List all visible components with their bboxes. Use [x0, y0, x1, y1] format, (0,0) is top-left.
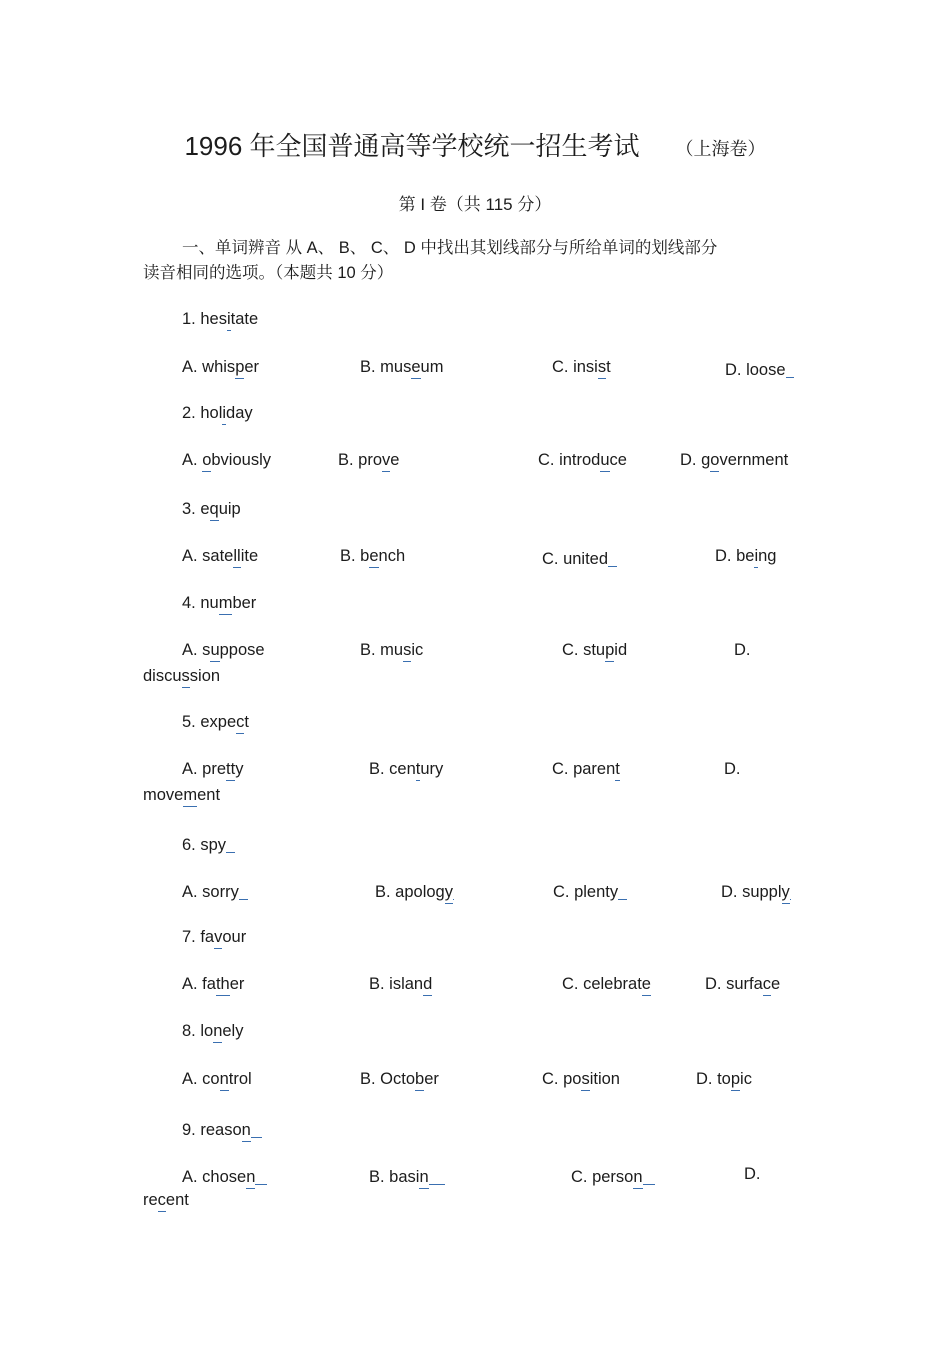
question-stem	[182, 833, 235, 855]
answer-option-d	[705, 975, 780, 994]
word-pre: C. plenty	[553, 882, 619, 901]
word-post: nch	[378, 547, 406, 565]
word-pre: D. g	[680, 451, 711, 469]
word-mid: v	[382, 451, 391, 469]
word-mid: t	[415, 760, 421, 778]
question-stem	[182, 1118, 262, 1140]
answer-option-a	[182, 975, 244, 994]
answer-option-d	[715, 547, 776, 566]
word-pre: 9. reaso	[182, 1120, 242, 1139]
question-stem	[182, 310, 258, 329]
word-mid: e	[641, 975, 651, 993]
answer-option-a	[182, 451, 271, 470]
word-pre: B. islan	[369, 975, 424, 993]
answer-option-c	[538, 451, 627, 470]
blank-underline	[453, 880, 454, 897]
word-post: er	[244, 358, 260, 376]
word-pre: A. sate	[182, 547, 234, 565]
word-mid: o	[710, 451, 720, 469]
section-heading	[143, 236, 793, 286]
part-heading: 第 I 卷（共 115 分）	[398, 195, 552, 214]
word-pre: D. surfa	[705, 975, 763, 993]
word-pre: A. whis	[182, 358, 236, 376]
word-pre: 6. spy	[182, 835, 227, 854]
word-mid: i	[226, 310, 231, 328]
answer-option-b	[360, 641, 423, 660]
answer-option-a	[182, 358, 259, 377]
word-pre: C. introd	[538, 451, 601, 469]
word-post: day	[226, 404, 253, 422]
word-mid: c	[762, 975, 772, 993]
word-pre: B. mus	[360, 358, 412, 376]
word-mid: ll	[233, 547, 241, 565]
word-post: ition	[589, 1070, 620, 1088]
word-mid: th	[215, 975, 230, 993]
word-post: ng	[758, 547, 777, 565]
word-mid: p	[730, 1070, 741, 1088]
question-stem	[182, 928, 246, 947]
blank-underline	[251, 1118, 262, 1135]
word-pre: A. pre	[182, 760, 227, 778]
word-pre: D. suppl	[721, 882, 782, 901]
answer-option-c	[571, 1165, 655, 1187]
word-mid: i	[222, 404, 227, 422]
word-mid: t	[615, 760, 620, 778]
answer-option-c	[542, 1070, 620, 1089]
answer-option-d	[721, 880, 791, 902]
answer-option-c	[562, 975, 651, 994]
word-pre: C. perso	[571, 1167, 634, 1186]
blank-underline	[790, 880, 791, 897]
word-post: y	[235, 760, 244, 778]
word-post: ic	[411, 641, 424, 659]
word-pre: B. pro	[338, 451, 383, 469]
word-pre: C. united	[542, 549, 609, 568]
answer-option-d	[734, 641, 751, 660]
word-post: ic	[740, 1070, 752, 1088]
word-pre: C. insi	[552, 358, 598, 376]
word-post: um	[420, 358, 444, 376]
word-post: ury	[420, 760, 444, 778]
word-post: tate	[230, 310, 259, 328]
answer-option-d	[680, 451, 788, 470]
word-mid: c	[236, 713, 245, 731]
answer-option-d	[725, 358, 794, 380]
word-pre: 1. hes	[182, 310, 227, 328]
answer-option-b	[338, 451, 399, 470]
word-post: ce	[609, 451, 627, 469]
answer-option-c	[562, 641, 627, 660]
answer-option-b	[375, 880, 454, 902]
blank-underline	[618, 880, 627, 897]
question-stem	[182, 1022, 243, 1041]
blank-underline	[429, 1165, 445, 1182]
word-mid: y	[781, 882, 790, 901]
answer-option-d	[744, 1165, 761, 1184]
word-mid: d	[423, 975, 433, 993]
word-pre: A.	[182, 451, 203, 469]
word-mid: c	[157, 1191, 166, 1209]
word-pre: B. apolog	[375, 882, 445, 901]
word-mid: n	[246, 1167, 256, 1186]
answer-option-b	[369, 1165, 445, 1187]
blank-underline	[255, 1165, 267, 1182]
word-mid: m	[218, 594, 233, 612]
blank-underline	[226, 833, 235, 850]
word-post: ber	[232, 594, 257, 612]
word-mid: s	[403, 641, 412, 659]
word-post: ppose	[219, 641, 265, 659]
exam-title-region: （上海卷）	[675, 139, 766, 159]
word-mid: v	[214, 928, 223, 946]
word-mid: n	[633, 1167, 643, 1186]
word-post: ely	[222, 1022, 244, 1040]
word-post: trol	[228, 1070, 252, 1088]
word-pre: B. mu	[360, 641, 404, 659]
answer-option-a	[182, 1070, 252, 1089]
answer-option-c	[552, 760, 620, 779]
word-post: t	[244, 713, 249, 731]
word-pre: 4. nu	[182, 594, 219, 612]
word-post: ent	[165, 1191, 189, 1209]
word-mid: e	[411, 358, 421, 376]
word-pre: D. to	[696, 1070, 731, 1088]
word-pre: re	[143, 1191, 158, 1209]
answer-option-d-wrapped	[143, 667, 220, 686]
word-post: id	[614, 641, 628, 659]
word-post: e	[390, 451, 400, 469]
word-pre: 3. e	[182, 500, 210, 518]
word-pre: C. paren	[552, 760, 616, 778]
word-pre: B. cen	[369, 760, 416, 778]
word-mid: q	[209, 500, 219, 518]
word-post: uip	[218, 500, 241, 518]
blank-underline	[608, 547, 617, 564]
word-pre: A. co	[182, 1070, 220, 1088]
word-pre: D. loose	[725, 360, 786, 379]
word-mid: p	[235, 358, 245, 376]
answer-option-b	[369, 975, 432, 994]
word-pre: 7. fa	[182, 928, 215, 946]
word-mid: e	[369, 547, 379, 565]
answer-option-c	[553, 880, 627, 902]
answer-option-d	[696, 1070, 752, 1089]
word-pre: 8. lo	[182, 1022, 214, 1040]
word-pre: D. be	[715, 547, 755, 565]
word-mid: s	[597, 358, 607, 376]
word-mid: n	[213, 1022, 223, 1040]
word-pre: A. s	[182, 641, 211, 659]
answer-option-d-wrapped	[143, 786, 220, 805]
word-pre: C. po	[542, 1070, 582, 1088]
answer-option-c	[542, 547, 617, 569]
word-mid: p	[605, 641, 615, 659]
word-mid: u	[600, 451, 610, 469]
word-post: er	[229, 975, 245, 993]
word-mid: u	[210, 641, 220, 659]
answer-option-d-wrapped	[143, 1191, 189, 1210]
word-pre: discu	[143, 667, 182, 685]
word-pre: D.	[744, 1165, 761, 1183]
exam-title-main: 1996 年全国普通高等学校统一招生考试	[184, 131, 640, 161]
word-mid: tt	[226, 760, 236, 778]
answer-option-a	[182, 547, 258, 566]
word-post: t	[606, 358, 611, 376]
section-heading-line1: 一、单词辨音 从 A、 B、 C、 D 中找出其划线部分与所给单词的划线部分	[182, 239, 718, 257]
word-pre: D.	[734, 641, 751, 659]
word-mid: b	[415, 1070, 425, 1088]
word-mid: n	[241, 1120, 251, 1139]
word-mid: o	[202, 451, 212, 469]
word-mid: m	[183, 786, 198, 804]
word-pre: B. b	[340, 547, 370, 565]
word-pre: A. sorry	[182, 882, 239, 901]
word-pre: A. fa	[182, 975, 216, 993]
word-post: sion	[189, 667, 221, 685]
answer-option-a	[182, 1165, 267, 1187]
word-mid: y	[444, 882, 453, 901]
word-mid: n	[219, 1070, 229, 1088]
word-post: ent	[197, 786, 221, 804]
answer-option-b	[369, 760, 443, 779]
question-stem	[182, 404, 253, 423]
word-pre: C. celebrat	[562, 975, 642, 993]
word-pre: B. Octo	[360, 1070, 416, 1088]
word-post: our	[222, 928, 247, 946]
blank-underline	[786, 358, 794, 375]
word-post: ite	[240, 547, 259, 565]
word-mid: i	[754, 547, 759, 565]
answer-option-b	[360, 1070, 439, 1089]
word-mid: n	[419, 1167, 429, 1186]
word-post: e	[771, 975, 781, 993]
answer-option-d	[724, 760, 741, 779]
word-pre: D.	[724, 760, 741, 778]
word-mid: s	[581, 1070, 590, 1088]
question-stem	[182, 713, 249, 732]
blank-underline	[239, 880, 248, 897]
answer-option-b	[340, 547, 405, 566]
word-pre: 2. hol	[182, 404, 223, 422]
exam-title	[0, 126, 950, 163]
question-stem	[182, 500, 241, 519]
word-post: vernment	[719, 451, 789, 469]
word-post: bviously	[211, 451, 271, 469]
word-post: er	[424, 1070, 439, 1088]
answer-option-a	[182, 760, 243, 779]
word-pre: 5. expe	[182, 713, 237, 731]
answer-option-a	[182, 880, 248, 902]
section-heading-line2: 读音相同的选项。（本题共 10 分）	[143, 264, 394, 282]
blank-underline	[643, 1165, 655, 1182]
word-pre: C. stu	[562, 641, 606, 659]
word-pre: B. basi	[369, 1167, 420, 1186]
question-stem	[182, 594, 256, 613]
answer-option-c	[552, 358, 611, 377]
answer-option-a	[182, 641, 265, 660]
word-mid: s	[181, 667, 190, 685]
word-pre: move	[143, 786, 184, 804]
answer-option-b	[360, 358, 443, 377]
word-pre: A. chose	[182, 1167, 247, 1186]
